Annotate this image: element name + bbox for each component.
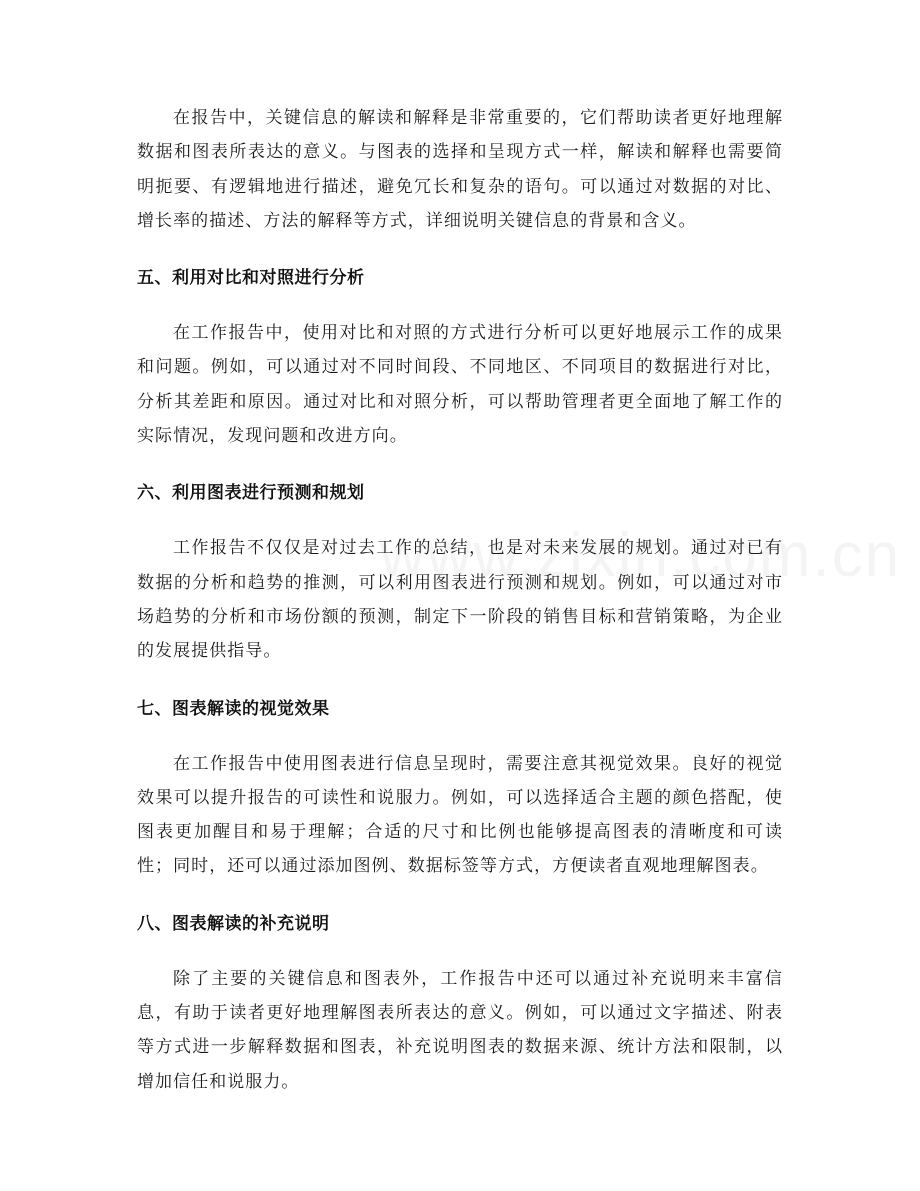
section-heading-7: 七、图表解读的视觉效果 [137,698,330,719]
paragraph-section-7: 在工作报告中使用图表进行信息呈现时，需要注意其视觉效果。良好的视觉效果可以提升报告的可读性和说服力。例如，可以选择适合主题的颜色搭配，使图表更加醒目和易于理解；合适的尺寸和比例也能够提高图表的清晰度和可读性；同时，还可以通过添加图例、数据标签等方式，方便读者直观地理解图表。 [137,753,783,877]
section-heading-5: 五、利用对比和对照进行分析 [137,268,365,289]
section-heading-8: 八、图表解读的补充说明 [137,913,330,934]
paragraph-section-8: 除了主要的关键信息和图表外，工作报告中还可以通过补充说明来丰富信息，有助于读者更好地理解图表所表达的意义。例如，可以通过文字描述、附表等方式进一步解释数据和图表，补充说明图表的数据来源、统计方法和限制，以增加信任和说服力。 [137,968,783,1092]
section-heading-6: 六、利用图表进行预测和规划 [137,483,365,504]
document-body [137,101,783,1099]
paragraph-section-6: 工作报告不仅仅是对过去工作的总结，也是对未来发展的规划。通过对已有数据的分析和趋势的推测，可以利用图表进行预测和规划。例如，可以通过对市场趋势的分析和市场份额的预测，制定下一阶段的销售目标和营销策略，为企业的发展提供指导。 [137,538,783,662]
paragraph-intro: 在报告中，关键信息的解读和解释是非常重要的，它们帮助读者更好地理解数据和图表所表达的意义。与图表的选择和呈现方式一样，解读和解释也需要简明扼要、有逻辑地进行描述，避免冗长和复杂的语句。可以通过对数据的对比、增长率的描述、方法的解释等方式，详细说明关键信息的背景和含义。 [137,108,783,231]
paragraph-section-5: 在工作报告中，使用对比和对照的方式进行分析可以更好地展示工作的成果和问题。例如，可以通过对不同时间段、不同地区、不同项目的数据进行对比，分析其差距和原因。通过对比和对照分析，可以帮助管理者更全面地了解工作的实际情况，发现问题和改进方向。 [137,323,783,447]
